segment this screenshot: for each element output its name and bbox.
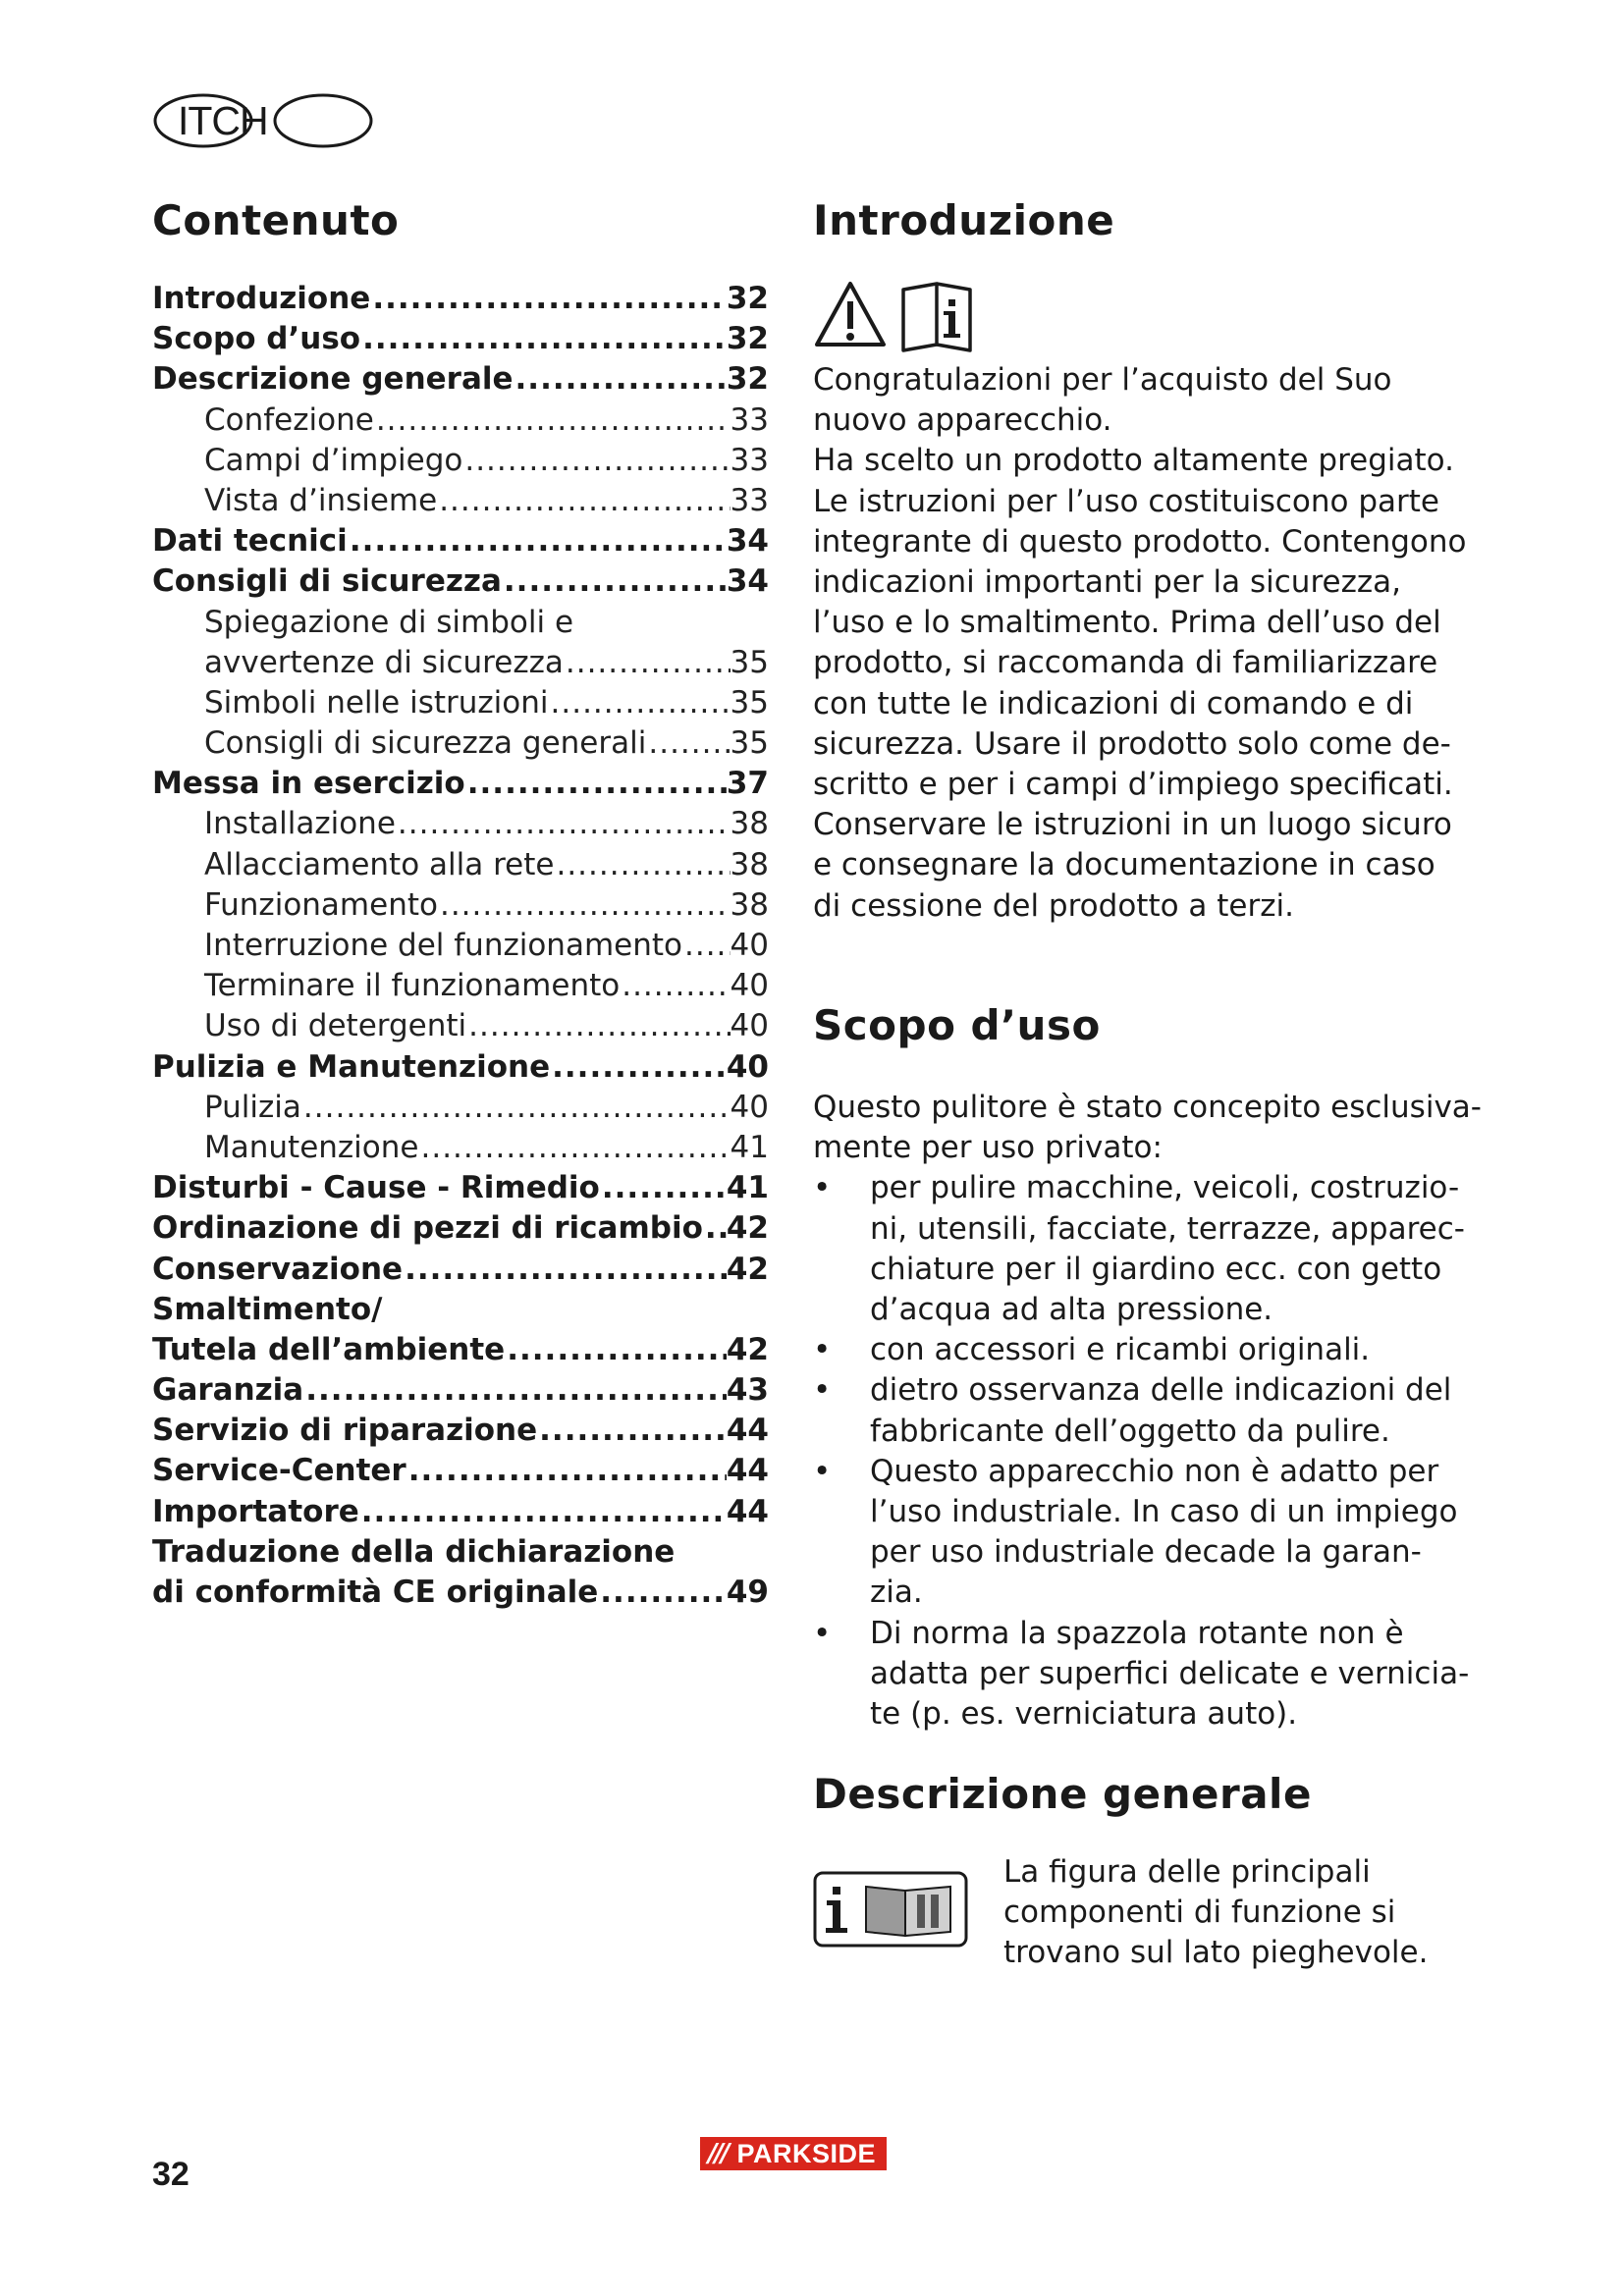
toc-leader-dots [550,1049,727,1085]
fold-out-note-line: La figura delle principali [1003,1854,1371,1890]
intro-line: e consegnare la documentazione in caso [813,847,1435,883]
toc-entry-label: Descrizione generale [152,361,514,398]
brand-name: PARKSIDE [736,2138,877,2168]
toc-entry-page: 42 [726,1210,769,1247]
toc-entry-page: 33 [730,482,769,518]
toc-entry-label: Introduzione [152,281,371,316]
toc-entry [152,1534,769,1575]
toc-entry [152,483,769,523]
toc-entry-label: Confezione [204,401,374,438]
toc-entry-page: 40 [730,928,769,963]
toc-leader-dots [620,968,730,1003]
language-badge [152,92,374,149]
toc-entry-label: Pulizia [204,1089,301,1125]
list-item [813,1330,1441,1370]
toc-entry-page: 44 [726,1493,769,1529]
toc-entry-label: Dati tecnici [152,523,348,560]
toc-leader-dots [418,1130,730,1165]
toc-entry-page: 44 [726,1453,769,1489]
toc-entry [152,1130,769,1170]
toc-entry-label: Installazione [204,806,396,842]
intro-line: nuovo apparecchio. [813,402,1112,439]
scope-title: Scopo d’uso [813,1001,1101,1049]
intro-line: Congratulazioni per l’acquisto del Suo [813,362,1392,398]
toc-leader-dots [301,1090,731,1125]
toc-entry-label: di conformità CE originale [152,1575,599,1610]
toc-leader-dots [370,281,727,316]
toc-leader-dots [462,443,730,478]
toc-entry-page: 35 [730,644,769,680]
toc-entry-page: 40 [730,968,769,1004]
toc-entry-label: Service-Center [152,1453,406,1489]
bullet-line: te (p. es. verniciatura auto). [870,1696,1298,1733]
toc-leader-dots [598,1575,727,1610]
toc-entry-page: 32 [726,321,769,357]
toc-entry-page: 40 [730,1089,769,1125]
list-item [813,1370,1452,1451]
toc-entry [152,1252,769,1292]
intro-line: Ha scelto un prodotto altamente pregiato. [813,443,1454,479]
toc-leader-dots [374,402,731,438]
scope-intro-line: Questo pulitore è stato concepito esclusiva- [813,1090,1482,1125]
toc-entry-page: 34 [726,563,769,600]
bullet-marker: • [813,1372,832,1409]
toc-leader-dots [348,523,727,559]
toc-entry-page: 42 [726,1331,769,1367]
toc-entry [152,1453,769,1493]
list-item [813,1168,1465,1330]
toc-entry [152,1170,769,1210]
toc-entry [152,443,769,483]
toc-entry [152,523,769,563]
toc-entry-page: 38 [730,886,769,923]
brand-slashes: /// [708,2139,728,2168]
toc-entry-label: Garanzia [152,1372,304,1409]
toc-entry-page: 38 [730,806,769,842]
toc-entry-label: Importatore [152,1493,359,1529]
toc-leader-dots [549,685,731,721]
toc-leader-dots [466,1008,730,1043]
toc-entry-label: Scopo d’uso [152,321,361,357]
toc-leader-dots [403,1252,727,1287]
toc-entry [152,725,769,766]
toc-entry [152,281,769,321]
toc-entry-label: Pulizia e Manutenzione [152,1048,551,1085]
toc-entry-label: Terminare il funzionamento [204,968,621,1004]
toc-entry-label: avvertenze di sicurezza [204,644,564,680]
toc-entry-page: 33 [730,401,769,438]
toc-entry-page: 35 [730,684,769,721]
toc-entry [152,1049,769,1090]
intro-line: Conservare le istruzioni in un luogo sicuro [813,807,1452,843]
bullet-line: Di norma la spazzola rotante non è [870,1615,1404,1651]
toc-entry-label: Vista d’insieme [204,482,438,518]
toc-entry-page: 33 [730,442,769,478]
toc-entry-label: Disturbi - Cause - Rimedio [152,1170,600,1206]
warning-icon [817,284,884,345]
toc-leader-dots [360,321,727,356]
toc-entry-label: Consigli di sicurezza generali [204,725,647,762]
toc-entry [152,563,769,604]
intro-title: Introduzione [813,196,1115,244]
toc-leader-dots [465,766,727,801]
brand-logo [700,2137,887,2170]
fold-out-info-icon [813,1871,970,1953]
toc-entry [152,968,769,1008]
toc-entry [152,1372,769,1413]
toc-entry-page: 35 [730,725,769,762]
toc-entry-page: 44 [726,1413,769,1449]
intro-line: l’uso e lo smaltimento. Prima dell’uso del [813,605,1441,641]
toc-entry-page: 40 [726,1048,769,1085]
bullet-line: Questo apparecchio non è adatto per [870,1453,1439,1489]
list-item [813,1452,1458,1614]
toc-entry-label: Smaltimento/ [152,1291,383,1327]
toc-entry-label: Spiegazione di simboli e [204,604,574,640]
bullet-line: fabbricante dell’oggetto da pulire. [870,1413,1390,1449]
toc-entry-page: 43 [726,1372,769,1409]
toc-entry-page: 32 [726,281,769,316]
toc-entry [152,847,769,887]
intro-line: con tutte le indicazioni di comando e di [813,685,1414,721]
list-item [813,1614,1470,1735]
bullet-line: chiature per il giardino ecc. con getto [870,1251,1442,1287]
toc-entry [152,1575,769,1615]
toc-entry-label: Ordinazione di pezzi di ricambio [152,1210,703,1247]
toc-entry [152,1292,769,1332]
toc-entry [152,1090,769,1130]
toc-entry-page: 49 [726,1575,769,1610]
bullet-line: per uso industriale decade la garan- [870,1534,1422,1571]
table-of-contents [152,281,769,1615]
fold-out-note [1003,1852,1428,1974]
toc-entry-label: Allacciamento alla rete [204,846,555,882]
toc-entry-label: Uso di detergenti [204,1008,467,1044]
general-title: Descrizione generale [813,1770,1312,1818]
bullet-line: l’uso industriale. In caso di un impiego [870,1494,1458,1530]
intro-line: Le istruzioni per l’uso costituiscono parte [813,483,1439,519]
page-number: 32 [152,2156,189,2193]
intro-line: sicurezza. Usare il prodotto solo come de- [813,725,1451,762]
toc-leader-dots [646,725,730,761]
toc-entry-page: 38 [730,846,769,882]
bullet-line: zia. [870,1575,923,1611]
intro-line: indicazioni importanti per la sicurezza, [813,564,1401,601]
bullet-marker: • [813,1170,832,1206]
toc-entry [152,605,769,645]
toc-entry-label: Manutenzione [204,1129,419,1165]
intro-paragraph [813,360,1467,927]
toc-leader-dots [682,928,731,963]
toc-leader-dots [537,1413,727,1448]
scope-intro-paragraph [813,1088,1482,1168]
toc-entry-label: Conservazione [152,1251,404,1287]
toc-entry-label: Traduzione della dichiarazione [152,1533,676,1570]
fold-out-note-line: trovano sul lato pieghevole. [1003,1935,1429,1971]
scope-intro-line: mente per uso privato: [813,1130,1163,1166]
intro-line: di cessione del prodotto a terzi. [813,887,1294,924]
toc-entry [152,928,769,968]
toc-entry-page: 40 [730,1008,769,1044]
toc-leader-dots [505,1332,727,1367]
toc-entry-page: 42 [726,1251,769,1287]
toc-entry-label: Tutela dell’ambiente [152,1331,506,1367]
toc-leader-dots [514,361,727,397]
language-code: ITCH [178,98,268,143]
toc-leader-dots [438,887,731,923]
toc-entry [152,645,769,685]
toc-entry-label: Messa in esercizio [152,766,465,802]
toc-leader-dots [554,847,730,882]
toc-entry [152,402,769,443]
bullet-line: dietro osservanza delle indicazioni del [870,1372,1452,1409]
toc-entry [152,1413,769,1453]
toc-leader-dots [437,483,730,518]
intro-line: integrante di questo prodotto. Contengono [813,523,1467,560]
toc-entry-label: Consigli di sicurezza [152,563,502,600]
toc-entry-page: 34 [726,523,769,560]
toc-entry-page: 41 [730,1129,769,1165]
toc-leader-dots [703,1210,727,1246]
bullet-marker: • [813,1615,832,1651]
toc-entry [152,1332,769,1372]
toc-entry [152,1008,769,1048]
toc-leader-dots [303,1372,727,1408]
scope-bullet-list [813,1168,1470,1735]
bullet-line: adatta per superfici delicate e vernicia- [870,1655,1470,1691]
toc-entry-page: 32 [726,361,769,398]
toc-leader-dots [406,1453,727,1488]
toc-leader-dots [564,645,731,680]
bullet-line: per pulire macchine, veicoli, costruzio- [870,1170,1460,1206]
toc-entry-label: Funzionamento [204,886,438,923]
toc-entry [152,806,769,846]
toc-entry-label: Servizio di riparazione [152,1413,538,1449]
toc-entry-label: Campi d’impiego [204,442,463,478]
toc-entry [152,1494,769,1534]
bullet-line: ni, utensili, facciate, terrazze, apparec- [870,1210,1465,1247]
toc-entry-label: Simboli nelle istruzioni [204,684,549,721]
toc-leader-dots [396,806,731,841]
toc-entry [152,685,769,725]
toc-leader-dots [502,563,727,599]
intro-line: scritto e per i campi d’impiego specificati. [813,767,1453,803]
bullet-marker: • [813,1453,832,1489]
toc-entry [152,1210,769,1251]
bullet-line: con accessori e ricambi originali. [870,1332,1371,1368]
toc-entry [152,361,769,401]
read-manual-icon [903,284,970,350]
toc-leader-dots [359,1494,727,1529]
fold-out-note-line: componenti di funzione si [1003,1895,1396,1931]
toc-entry [152,887,769,928]
toc-entry-page: 41 [726,1170,769,1206]
toc-entry [152,321,769,361]
bullet-line: d’acqua ad alta pressione. [870,1292,1273,1328]
intro-icons [813,278,990,360]
toc-entry-label: Interruzione del funzionamento [204,928,682,963]
bullet-marker: • [813,1332,832,1368]
toc-entry [152,766,769,806]
intro-line: prodotto, si raccomanda di familiarizzare [813,645,1438,681]
toc-entry-page: 37 [726,766,769,802]
toc-leader-dots [600,1170,727,1205]
toc-title: Contenuto [152,196,400,244]
